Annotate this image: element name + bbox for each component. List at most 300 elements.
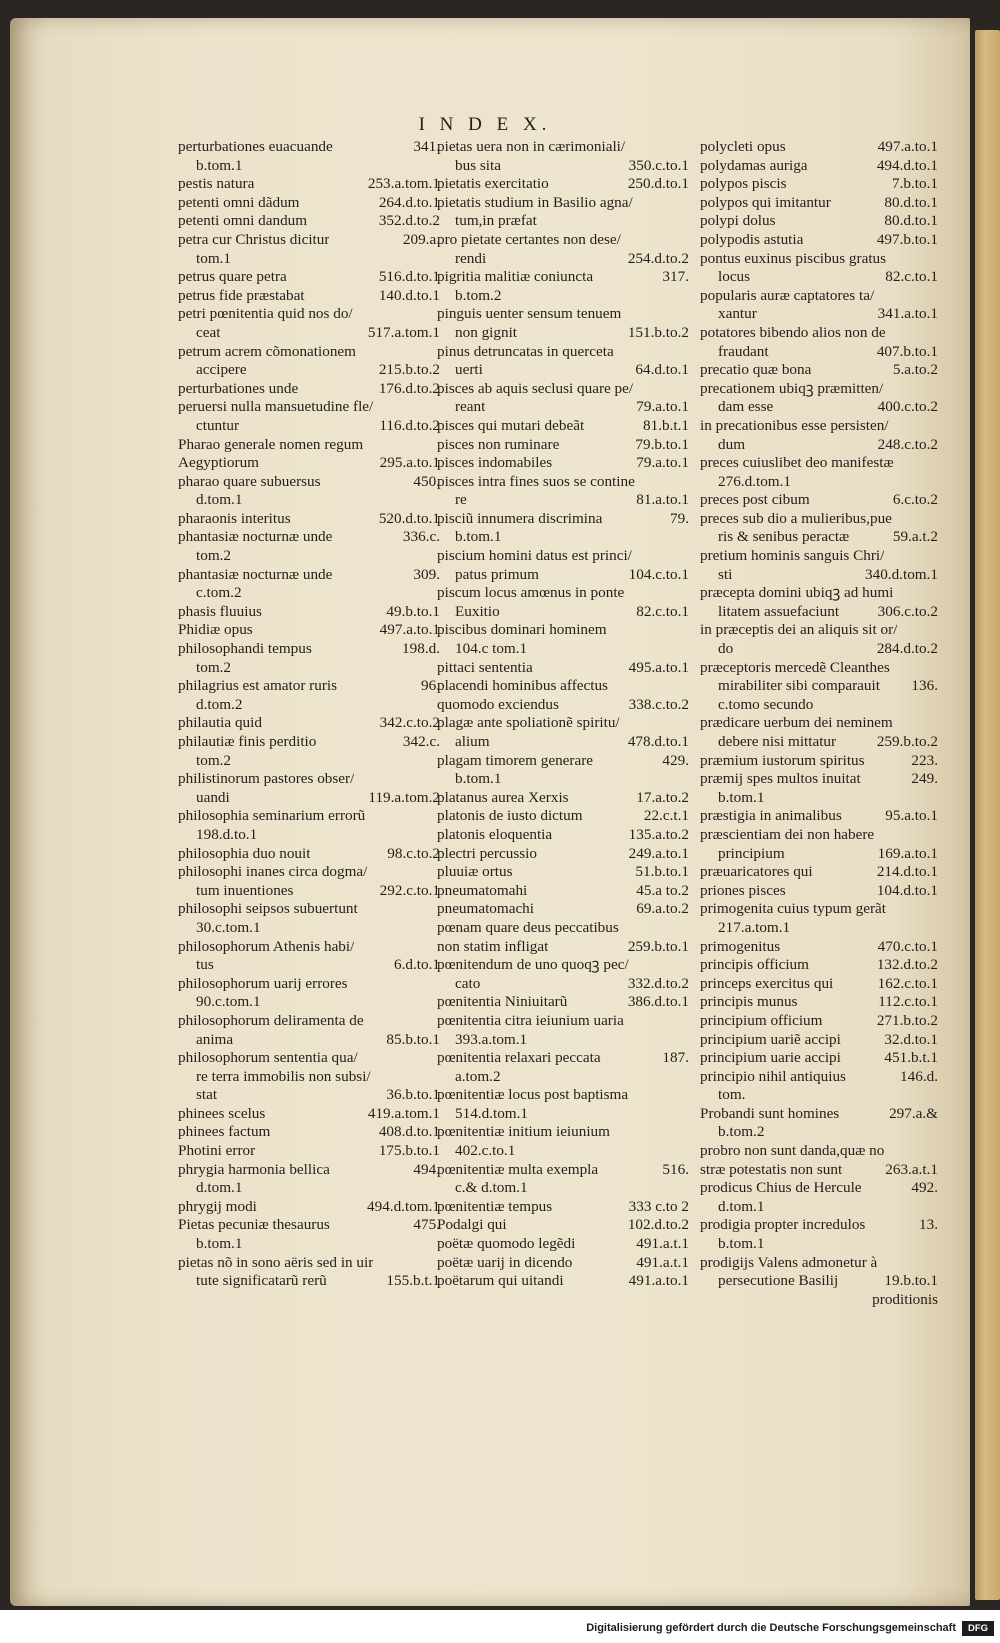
entry-term: petra cur Christus dicitur xyxy=(178,230,330,248)
index-entry xyxy=(700,268,938,287)
entry-reference xyxy=(932,1235,938,1254)
entry-reference: 341. xyxy=(413,138,440,155)
entry-reference: 317. xyxy=(662,268,689,286)
entry-term: pinguis uenter sensum tenuem xyxy=(437,305,622,323)
entry-reference: 342.c. xyxy=(402,733,440,750)
entry-reference xyxy=(683,287,689,306)
entry-term: pietas nõ in sono aëris sed in uir xyxy=(178,1253,374,1271)
entry-term: b.tom.1 xyxy=(455,528,502,546)
entry-reference: 64.d.to.1 xyxy=(635,361,689,379)
index-entry xyxy=(700,807,938,826)
entry-reference xyxy=(683,212,689,231)
index-entry xyxy=(700,1068,938,1087)
entry-term: philosophorum Athenis habi/ xyxy=(178,937,355,955)
entry-reference xyxy=(932,454,938,473)
entry-term: platonis eloquentia xyxy=(437,825,553,843)
entry-term: pietatis exercitatio xyxy=(437,175,549,193)
entry-reference: 516. xyxy=(662,1160,689,1178)
entry-term: re terra immobilis non subsi/ xyxy=(196,1067,371,1085)
entry-term: plagam timorem generare xyxy=(437,751,594,769)
entry-reference: 491.a.t.1 xyxy=(636,1235,689,1253)
entry-reference xyxy=(932,826,938,845)
entry-reference: 332.d.to.2 xyxy=(627,974,689,992)
index-entry xyxy=(437,975,689,994)
entry-reference: proditionis xyxy=(872,1290,938,1308)
entry-reference: 79.a.to.1 xyxy=(636,398,689,416)
index-entry xyxy=(437,863,689,882)
entry-term: pisces ab aquis seclusi quare pe/ xyxy=(437,379,634,397)
funding-note: Digitalisierung gefördert durch die Deutsche Forschungsgemeinschaft xyxy=(586,1622,956,1634)
entry-term: ctuntur xyxy=(196,416,240,434)
entry-reference: 22.c.t.1 xyxy=(643,807,689,825)
entry-reference xyxy=(683,1142,689,1161)
entry-reference: 271.b.to.2 xyxy=(876,1011,938,1029)
index-entry xyxy=(700,714,938,733)
index-entry xyxy=(437,1086,689,1105)
index-entry xyxy=(437,1179,689,1198)
index-entry xyxy=(178,454,440,473)
entry-reference: 340.d.tom.1 xyxy=(865,565,938,583)
index-entry xyxy=(178,528,440,547)
entry-term: patus primum xyxy=(455,565,539,583)
entry-reference: 306.c.to.2 xyxy=(877,602,938,620)
entry-reference xyxy=(683,956,689,975)
entry-reference: 223. xyxy=(911,751,938,769)
entry-term: præscientiam dei non habere xyxy=(700,825,875,843)
index-entry xyxy=(437,640,689,659)
entry-term: principio nihil antiquius xyxy=(700,1067,846,1085)
entry-term: rendi xyxy=(455,249,487,267)
index-entry xyxy=(178,993,440,1012)
index-entry xyxy=(437,436,689,455)
index-entry xyxy=(700,770,938,789)
index-entry xyxy=(178,1049,440,1068)
entry-term: pittaci sententia xyxy=(437,658,533,676)
index-entry xyxy=(178,807,440,826)
entry-reference: 176.d.to.2 xyxy=(378,379,440,397)
entry-term: stræ potestatis non sunt xyxy=(700,1160,843,1178)
index-entry xyxy=(700,938,938,957)
index-entry xyxy=(437,1068,689,1087)
entry-reference xyxy=(932,584,938,603)
entry-term: non gignit xyxy=(455,323,518,341)
entry-reference: 492. xyxy=(911,1179,938,1197)
entry-term: preces post cibum xyxy=(700,491,810,509)
entry-reference: 80.d.to.1 xyxy=(884,193,938,211)
index-entry xyxy=(437,361,689,380)
index-entry xyxy=(700,845,938,864)
entry-reference: 400.c.to.2 xyxy=(877,398,938,416)
entry-reference: 79. xyxy=(670,509,689,527)
entry-term: preces sub dio a mulieribus,pue xyxy=(700,509,892,527)
index-entry xyxy=(178,157,440,176)
entry-term: alium xyxy=(455,733,490,750)
entry-term: stat xyxy=(196,1086,218,1104)
entry-reference xyxy=(683,305,689,324)
index-entry xyxy=(437,956,689,975)
index-entry xyxy=(700,194,938,213)
index-entry xyxy=(178,1031,440,1050)
index-entry xyxy=(700,528,938,547)
index-entry xyxy=(178,1272,440,1291)
index-entry xyxy=(178,417,440,436)
entry-reference: 135.a.to.2 xyxy=(628,825,689,843)
entry-reference: 36.b.to.1 xyxy=(386,1086,440,1104)
index-entry xyxy=(178,287,440,306)
index-entry xyxy=(700,640,938,659)
entry-term: ris & senibus peractæ xyxy=(718,528,850,546)
entry-reference: 494.d.tom.1 xyxy=(367,1197,440,1215)
entry-term: probro non sunt danda,quæ no xyxy=(700,1142,885,1160)
entry-reference xyxy=(932,1254,938,1273)
entry-term: pluuiæ ortus xyxy=(437,863,513,881)
index-entry xyxy=(178,1086,440,1105)
index-entry xyxy=(700,621,938,640)
entry-term: poëtæ quomodo legẽdi xyxy=(437,1235,576,1253)
entry-term: pisces intra fines suos se contine xyxy=(437,472,635,490)
entry-reference: 104.c.to.1 xyxy=(628,565,689,583)
entry-term: plectri percussio xyxy=(437,844,537,862)
entry-term: perturbationes euacuande xyxy=(178,138,333,155)
entry-reference: 491.a.t.1 xyxy=(636,1253,689,1271)
entry-reference: 517.a.tom.1 xyxy=(367,323,440,341)
entry-reference: 259.b.to.1 xyxy=(627,937,689,955)
entry-term: Podalgi qui xyxy=(437,1216,507,1234)
index-entry xyxy=(700,659,938,678)
entry-reference: 5.a.to.2 xyxy=(892,361,938,379)
index-entry xyxy=(700,900,938,919)
entry-term: d.tom.1 xyxy=(718,1197,765,1215)
entry-reference: 215.b.to.2 xyxy=(378,361,440,379)
entry-reference: 81.a.to.1 xyxy=(636,491,689,509)
entry-term: b.tom.1 xyxy=(718,1235,765,1253)
index-entry xyxy=(437,603,689,622)
entry-term: præmij spes multos inuitat xyxy=(700,770,861,788)
index-entry xyxy=(700,789,938,808)
entry-term: phrygia harmonia bellica xyxy=(178,1160,330,1178)
entry-reference: 475. xyxy=(413,1216,440,1234)
entry-term: principium officium xyxy=(700,1011,823,1029)
entry-term: uerti xyxy=(455,361,483,379)
entry-term: platonis de iusto dictum xyxy=(437,807,583,825)
index-entry xyxy=(437,157,689,176)
entry-term: locus xyxy=(718,268,751,286)
entry-term: priones pisces xyxy=(700,881,786,899)
entry-reference: 155.b.t.1 xyxy=(386,1272,440,1290)
entry-term: litatem assuefaciunt xyxy=(718,602,840,620)
entry-term: pœnam quare deus peccatibus xyxy=(437,918,619,936)
entry-reference: 81.b.t.1 xyxy=(643,416,689,434)
entry-term: præuaricatores qui xyxy=(700,863,813,881)
entry-term: piscum locus amœnus in ponte xyxy=(437,584,625,602)
index-entry xyxy=(700,1161,938,1180)
entry-reference: 162.c.to.1 xyxy=(877,974,938,992)
entry-reference: 69.a.to.2 xyxy=(636,900,689,918)
entry-reference xyxy=(683,1086,689,1105)
entry-reference: 79.a.to.1 xyxy=(636,454,689,472)
entry-reference: 338.c.to.2 xyxy=(628,695,689,713)
index-entry xyxy=(178,1254,440,1273)
entry-reference xyxy=(932,473,938,492)
page-header: I N D E X. xyxy=(418,114,552,135)
entry-term: petenti omni dãdum xyxy=(178,193,300,211)
entry-term: philosophi seipsos subuertunt xyxy=(178,900,358,918)
entry-reference: 253.a.tom.1 xyxy=(367,175,440,193)
index-entry xyxy=(178,231,440,250)
entry-term: Probandi sunt homines xyxy=(700,1104,840,1122)
entry-reference xyxy=(932,900,938,919)
index-entry xyxy=(178,1068,440,1087)
index-entry xyxy=(437,1161,689,1180)
index-entry xyxy=(437,770,689,789)
index-entry xyxy=(700,473,938,492)
entry-reference: 17.a.to.2 xyxy=(636,788,689,806)
entry-reference: 248.c.to.2 xyxy=(877,435,938,453)
entry-term: debere nisi mittatur xyxy=(718,733,837,750)
entry-reference xyxy=(932,250,938,269)
entry-reference xyxy=(932,510,938,529)
entry-reference: 254.d.to.2 xyxy=(627,249,689,267)
index-entry xyxy=(437,1123,689,1142)
entry-term: pœnitentiæ locus post baptisma xyxy=(437,1086,629,1104)
index-entry xyxy=(700,1272,938,1291)
index-entry xyxy=(700,993,938,1012)
index-entry xyxy=(437,733,689,752)
entry-term: phinees scelus xyxy=(178,1104,266,1122)
index-entry xyxy=(700,919,938,938)
entry-reference: 497.b.to.1 xyxy=(876,230,938,248)
index-entry xyxy=(437,417,689,436)
entry-term: petrum acrem cõmonationem xyxy=(178,342,356,360)
index-entry xyxy=(700,454,938,473)
entry-term: principium xyxy=(718,844,785,862)
index-entry xyxy=(437,1142,689,1161)
index-entry xyxy=(700,696,938,715)
index-entry xyxy=(437,1031,689,1050)
entry-reference xyxy=(683,473,689,492)
entry-reference: 263.a.t.1 xyxy=(885,1160,938,1178)
entry-term: pietatis studium in Basilio agna/ xyxy=(437,193,633,211)
entry-term: c.& d.tom.1 xyxy=(455,1179,528,1197)
entry-term: præstigia in animalibus xyxy=(700,807,842,825)
index-entry xyxy=(700,566,938,585)
entry-term: pisces qui mutari debeãt xyxy=(437,416,585,434)
entry-term: tom.2 xyxy=(196,658,232,676)
entry-term: cato xyxy=(455,974,481,992)
index-entry xyxy=(178,789,440,808)
index-entry xyxy=(700,603,938,622)
entry-reference xyxy=(932,287,938,306)
entry-reference xyxy=(932,696,938,715)
entry-reference xyxy=(683,770,689,789)
index-entry xyxy=(178,956,440,975)
entry-reference: 32.d.to.1 xyxy=(884,1030,938,1048)
entry-term: phasis fluuius xyxy=(178,602,262,620)
entry-reference xyxy=(932,547,938,566)
entry-term: anima xyxy=(196,1030,234,1048)
entry-term: prodigia propter incredulos xyxy=(700,1216,866,1234)
entry-term: pœnitentiæ multa exempla xyxy=(437,1160,599,1178)
entry-reference: 187. xyxy=(662,1049,689,1067)
entry-term: petenti omni dandum xyxy=(178,212,308,230)
index-entry xyxy=(178,584,440,603)
index-entry xyxy=(700,510,938,529)
entry-reference xyxy=(683,640,689,659)
entry-reference: 132.d.to.2 xyxy=(876,956,938,974)
index-entry xyxy=(700,1049,938,1068)
entry-reference: 249. xyxy=(911,770,938,788)
entry-term: polypos piscis xyxy=(700,175,787,193)
index-entry xyxy=(178,361,440,380)
entry-term: philosophorum deliramenta de xyxy=(178,1011,364,1029)
index-entry xyxy=(700,584,938,603)
entry-term: phrygij modi xyxy=(178,1197,257,1215)
entry-reference: 341.a.to.1 xyxy=(877,305,938,323)
index-entry xyxy=(178,1123,440,1142)
index-entry xyxy=(437,491,689,510)
entry-reference: 85.b.to.1 xyxy=(386,1030,440,1048)
entry-term: prodicus Chius de Hercule xyxy=(700,1179,862,1197)
entry-reference: 497.a.to.1 xyxy=(877,138,938,155)
entry-term: d.tom.2 xyxy=(196,695,243,713)
entry-reference: 250.d.to.1 xyxy=(627,175,689,193)
entry-reference: 112.c.to.1 xyxy=(878,993,938,1011)
index-entry xyxy=(700,863,938,882)
index-entry xyxy=(178,194,440,213)
index-entry xyxy=(178,659,440,678)
index-entry xyxy=(437,752,689,771)
entry-reference: 495.a.to.1 xyxy=(628,658,689,676)
entry-term: princeps exercitus qui xyxy=(700,974,834,992)
entry-term: pœnitentiæ tempus xyxy=(437,1197,553,1215)
entry-reference: 478.d.to.1 xyxy=(627,733,689,750)
index-entry xyxy=(437,826,689,845)
entry-term: plagæ ante spoliationẽ spiritu/ xyxy=(437,714,620,732)
index-entry xyxy=(700,1291,938,1310)
index-entry xyxy=(178,250,440,269)
entry-reference: 497.a.to.1 xyxy=(379,621,440,639)
entry-reference xyxy=(932,659,938,678)
index-entry xyxy=(437,900,689,919)
entry-reference xyxy=(683,584,689,603)
index-entry xyxy=(178,1179,440,1198)
index-entry xyxy=(178,324,440,343)
entry-term: pro pietate certantes non dese/ xyxy=(437,230,621,248)
entry-term: Photini error xyxy=(178,1142,256,1160)
entry-reference xyxy=(683,1179,689,1198)
entry-reference: 214.d.to.1 xyxy=(876,863,938,881)
entry-term: præmium iustorum spiritus xyxy=(700,751,865,769)
entry-term: Pharao generale nomen regum xyxy=(178,435,364,453)
entry-term: pigritia malitiæ coniuncta xyxy=(437,268,594,286)
entry-term: poëtarum qui uitandi xyxy=(437,1272,564,1290)
index-entry xyxy=(437,268,689,287)
index-entry xyxy=(178,677,440,696)
entry-reference: 209.a. xyxy=(402,230,440,248)
index-entry xyxy=(700,1235,938,1254)
entry-term: xantur xyxy=(718,305,757,323)
entry-term: mirabiliter sibi comparauit xyxy=(718,677,880,695)
entry-term: polypodis astutia xyxy=(700,230,804,248)
entry-term: uandi xyxy=(196,788,230,806)
index-entry xyxy=(700,157,938,176)
index-entry xyxy=(437,1216,689,1235)
index-entry xyxy=(437,510,689,529)
entry-reference: 79.b.to.1 xyxy=(635,435,689,453)
entry-reference: 151.b.to.2 xyxy=(627,323,689,341)
entry-term: pietas uera non in cærimoniali/ xyxy=(437,138,626,155)
index-entry xyxy=(700,380,938,399)
entry-reference: 49.b.to.1 xyxy=(386,602,440,620)
entry-term: pretium hominis sanguis Chri/ xyxy=(700,547,885,565)
entry-reference: 116.d.to.2 xyxy=(379,416,440,434)
entry-term: do xyxy=(718,640,734,658)
index-entry xyxy=(700,547,938,566)
entry-term: piscium homini datus est princi/ xyxy=(437,547,632,565)
entry-term: tom.1 xyxy=(196,249,232,267)
index-entry xyxy=(700,250,938,269)
entry-term: perturbationes unde xyxy=(178,379,299,397)
index-entry xyxy=(700,956,938,975)
entry-term: philosophorum uarij errores xyxy=(178,974,348,992)
entry-reference: 295.a.to.1 xyxy=(379,454,440,472)
index-entry xyxy=(437,194,689,213)
entry-term: peruersi nulla mansuetudine fle/ xyxy=(178,398,374,416)
index-entry xyxy=(437,807,689,826)
entry-term: pneumatomachi xyxy=(437,900,534,918)
entry-term: pontus euxinus piscibus gratus xyxy=(700,249,887,267)
entry-term: pisciũ innumera discrimina xyxy=(437,509,603,527)
entry-reference: 102.d.to.2 xyxy=(627,1216,689,1234)
entry-term: polypi dolus xyxy=(700,212,776,230)
entry-term: 90.c.tom.1 xyxy=(196,993,261,1011)
entry-term: præceptoris mercedẽ Cleanthes xyxy=(700,658,890,676)
entry-term: Aegyptiorum xyxy=(178,454,259,472)
entry-reference: 198.d. xyxy=(402,640,440,658)
index-entry xyxy=(700,1123,938,1142)
index-entry xyxy=(700,212,938,231)
index-entry xyxy=(700,398,938,417)
index-entry xyxy=(178,1235,440,1254)
entry-term: 198.d.to.1 xyxy=(196,825,258,843)
entry-term: phantasiæ nocturnæ unde xyxy=(178,565,333,583)
entry-reference: 96. xyxy=(421,677,440,695)
entry-term: non statim infligat xyxy=(437,937,549,955)
entry-reference xyxy=(932,1142,938,1161)
index-column-2 xyxy=(437,138,689,1291)
entry-reference: 51.b.to.1 xyxy=(635,863,689,881)
entry-reference: 259.b.to.2 xyxy=(876,733,938,750)
entry-term: philosophorum sententia qua/ xyxy=(178,1049,358,1067)
entry-term: tute significatarũ rerũ xyxy=(196,1272,327,1290)
entry-reference: 352.d.to.2 xyxy=(378,212,440,230)
footer-bar xyxy=(0,1618,1000,1643)
entry-term: pharao quare subuersus xyxy=(178,472,321,490)
index-entry xyxy=(178,919,440,938)
entry-reference: 386.d.to.1 xyxy=(627,993,689,1011)
index-entry xyxy=(178,975,440,994)
entry-reference: 45.a to.2 xyxy=(636,881,689,899)
entry-reference: 104.d.to.1 xyxy=(876,881,938,899)
entry-term: a.tom.2 xyxy=(455,1067,501,1085)
index-entry xyxy=(700,752,938,771)
index-entry xyxy=(178,1216,440,1235)
index-entry xyxy=(700,1086,938,1105)
entry-reference: 333 c.to 2 xyxy=(628,1197,689,1215)
entry-term: Euxitio xyxy=(455,602,500,620)
index-entry xyxy=(437,919,689,938)
entry-reference: 284.d.to.2 xyxy=(876,640,938,658)
